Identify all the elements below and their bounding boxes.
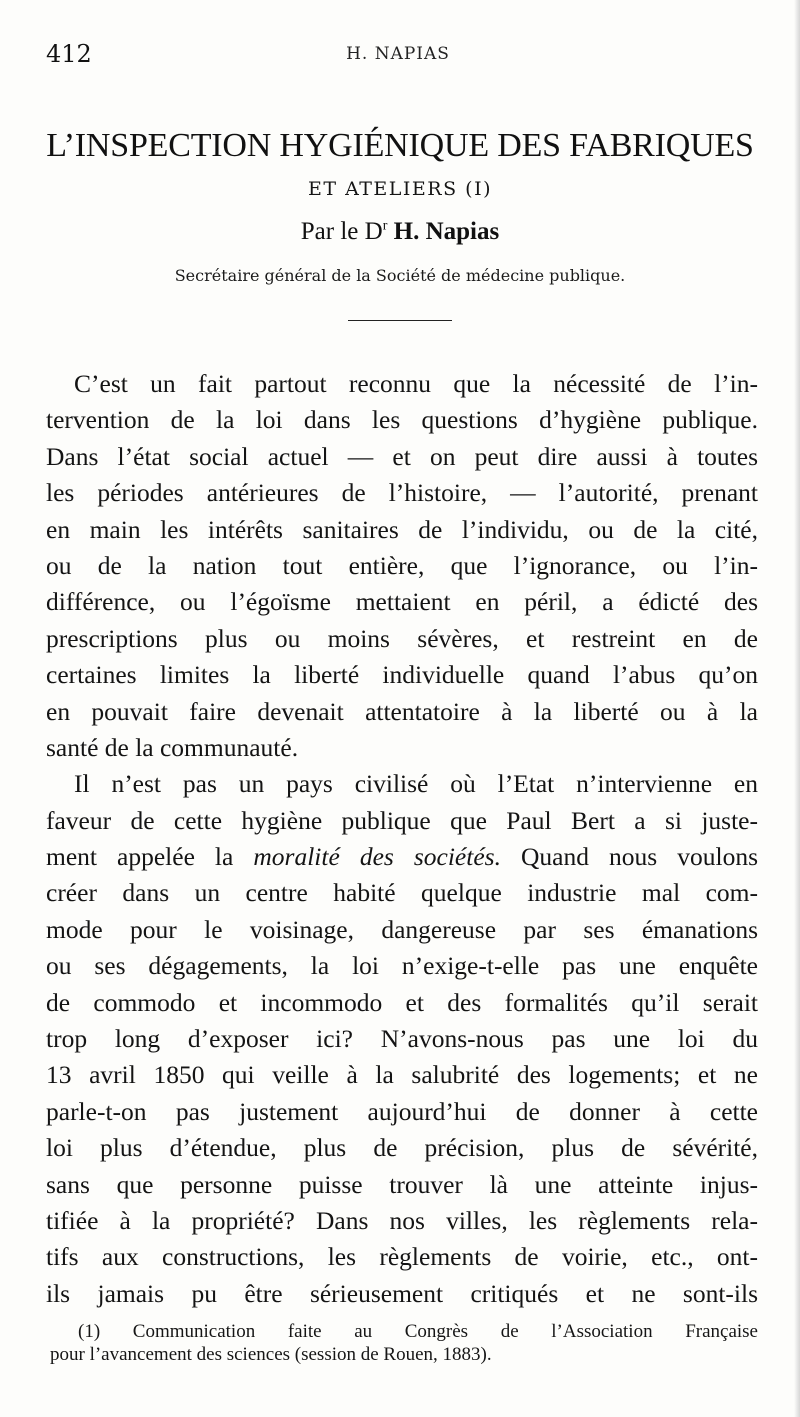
text-line: Il n’est pas un pays civilisé où l’Etat n’intervienne en <box>74 769 758 799</box>
section-rule <box>348 320 452 321</box>
text-line: 13 avril 1850 qui veille à la salubrité des logements; et ne <box>46 1060 758 1090</box>
text-line: parle-t-on pas justement aujourd’hui de donner à cette <box>46 1096 758 1126</box>
text-line: ou ses dégagements, la loi n’exige-t-elle pas une enquête <box>46 951 758 981</box>
text-line: en pouvait faire devenait attentatoire à la liberté ou à la <box>46 696 758 726</box>
text-line: faveur de cette hygiène publique que Paul Bert a si juste- <box>46 805 758 835</box>
text-line: tervention de la loi dans les questions d’hygiène publique. <box>46 405 758 435</box>
article-title: L’INSPECTION HYGIÉNIQUE DES FABRIQUES <box>46 127 754 164</box>
text-line: prescriptions plus ou moins sévères, et restreint en de <box>46 623 758 653</box>
text-line-mixed <box>46 839 758 875</box>
byline <box>0 218 800 246</box>
page-header <box>46 40 750 72</box>
text-line: tifs aux constructions, les règlements de voirie, etc., ont- <box>46 1242 758 1272</box>
text-line: trop long d’exposer ici? N’avons-nous pas une loi du <box>46 1024 758 1054</box>
page-number: 412 <box>46 40 92 68</box>
text-run: ment appelée la <box>46 842 254 872</box>
page-edge-shadow <box>794 0 800 1417</box>
text-line: certaines limites la liberté individuelle quand l’abus qu’on <box>46 660 758 690</box>
text-line: différence, ou l’égoïsme mettaient en péril, a édicté des <box>46 587 758 617</box>
text-line: créer dans un centre habité quelque industrie mal com- <box>46 878 758 908</box>
byline-prefix: Par le D <box>300 218 383 245</box>
author-affiliation: Secrétaire général de la Société de médecine publique. <box>174 266 626 285</box>
text-line: de commodo et incommodo et des formalités qu’il serait <box>46 987 758 1017</box>
text-line: les périodes antérieures de l’histoire, — l’autorité, prenant <box>46 478 758 508</box>
article-subtitle: ET ATELIERS (I) <box>308 178 492 200</box>
text-line: santé de la communauté. <box>46 732 299 762</box>
body-text <box>46 366 758 1312</box>
text-line: en main les intérêts sanitaires de l’individu, ou de la cité, <box>46 514 758 544</box>
text-line: ou de la nation tout entière, que l’ignorance, ou l’in- <box>46 550 758 580</box>
text-line: C’est un fait partout reconnu que la nécessité de l’in- <box>74 369 758 398</box>
text-line: Dans l’état social actuel — et on peut dire aussi à toutes <box>46 441 758 471</box>
footnote-line: pour l’avancement des sciences (session de Rouen, 1883). <box>50 1344 492 1365</box>
text-line: tifiée à la propriété? Dans nos villes, les règlements rela- <box>46 1205 758 1235</box>
text-run: Quand nous voulons <box>500 842 759 872</box>
footnote-line: (1) Communication faite au Congrès de l’Association Française <box>78 1321 758 1342</box>
text-line: sans que personne puisse trouver là une atteinte injus- <box>46 1169 758 1199</box>
footnote <box>50 1320 758 1366</box>
running-head: H. NAPIAS <box>346 44 450 64</box>
byline-sup: r <box>382 218 388 234</box>
text-line: ils jamais pu être sérieusement critiqués et ne sont-ils <box>46 1278 758 1308</box>
text-line: mode pour le voisinage, dangereuse par ses émanations <box>46 914 758 944</box>
author-name: H. Napias <box>393 218 500 245</box>
italic-phrase: moralité des sociétés. <box>253 842 501 872</box>
text-line: loi plus d’étendue, plus de précision, plus de sévérité, <box>46 1133 758 1163</box>
